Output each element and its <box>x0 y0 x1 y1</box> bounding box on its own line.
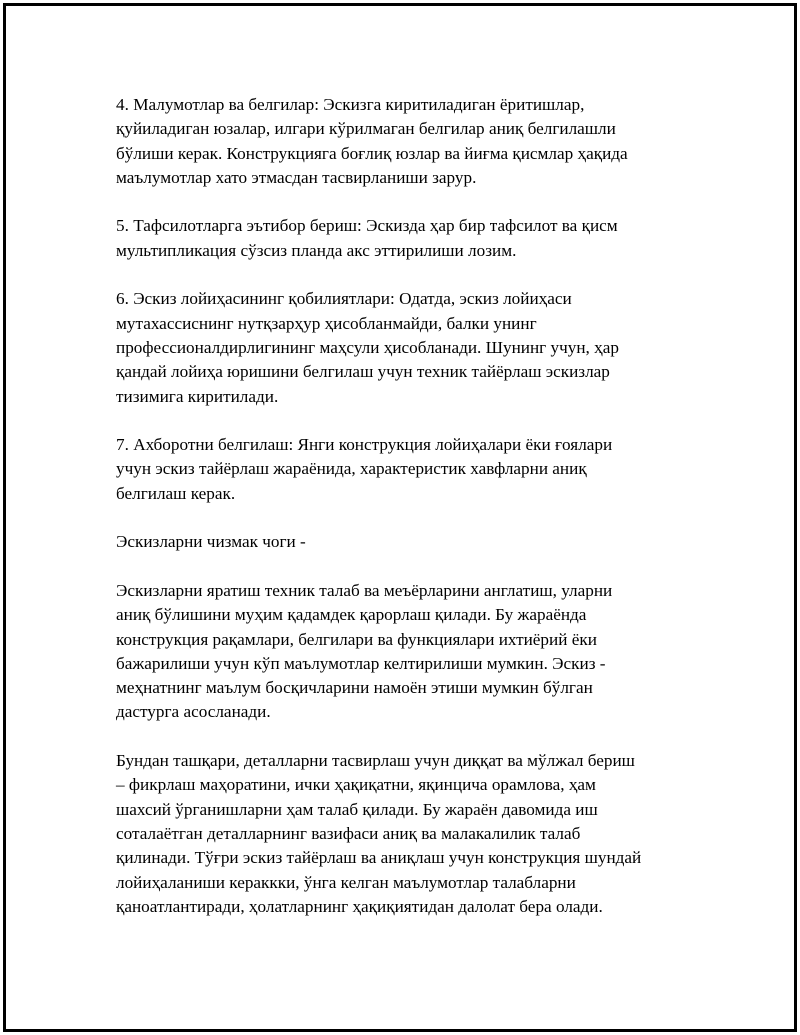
text-line: мутахассиснинг нутқзарҳур ҳисобланмайди, балки унинг <box>116 313 537 333</box>
text-line: қилинади. Тўғри эскиз тайёрлаш ва аниқлаш учун конструкция шундай <box>116 848 642 868</box>
text-line: меҳнатнинг маълум босқичларини намоён этиши мумкин бўлган <box>116 678 593 698</box>
text-line: 5. Тафсилотларга эътибор бериш: Эскизда ҳар бир тафсилот ва қисм <box>116 216 618 236</box>
text-line: 6. Эскиз лойиҳасининг қобилиятлари: Одатда, эскиз лойиҳаси <box>116 289 572 309</box>
text-line: бўлиши керак. Конструкцияга боғлиқ юзлар ва йиғма қисмлар ҳақида <box>116 143 628 163</box>
section-heading <box>116 530 696 554</box>
text-line: шахсий ўрганишларни ҳам талаб қилади. Бу жараён давомида иш <box>116 799 598 819</box>
text-line: Эскизларни яратиш техник талаб ва меъёрларини англатиш, уларни <box>116 580 613 600</box>
text-line: дастурга асосланади. <box>116 702 271 722</box>
text-line: маълумотлар хато этмасдан тасвирланиши зарур. <box>116 167 477 187</box>
text-line: учун эскиз тайёрлаш жараёнида, характеристик хавфларни аниқ <box>116 459 587 479</box>
text-line: 4. Малумотлар ва белгилар: Эскизга киритиладиган ёритишлар, <box>116 95 585 114</box>
paragraph-information-marking <box>116 433 696 506</box>
text-line: Эскизларни чизмак чоги - <box>116 532 306 552</box>
text-line: конструкция рақамлари, белгилари ва функциялари ихтиёрий ёки <box>116 629 597 649</box>
paragraph-additionally <box>116 749 696 919</box>
text-line: аниқ бўлишини муҳим қадамдек қарорлаш қилади. Бу жараёнда <box>116 605 587 625</box>
paragraph-attention-to-details <box>116 214 696 263</box>
text-line: белгилаш керак. <box>116 483 236 503</box>
paragraph-data-and-markings <box>116 93 696 190</box>
text-line: қуйиладиган юзалар, илгари кўрилмаган белгилар аниқ белгилашли <box>116 119 616 139</box>
paragraph-sketch-abilities <box>116 287 696 408</box>
paragraph-sketch-creation <box>116 579 696 725</box>
text-line: соталаётган деталларнинг вазифаси аниқ ва малакалилик талаб <box>116 823 581 843</box>
text-line: қандай лойиҳа юришини белгилаш учун техник тайёрлаш эскизлар <box>116 362 610 382</box>
text-line: тизимига киритилади. <box>116 386 279 406</box>
text-line: қаноатлантиради, ҳолатларнинг ҳақиқиятидан далолат бера олади. <box>116 896 603 916</box>
text-line: бажарилиши учун кўп маълумотлар келтирилиши мумкин. Эскиз - <box>116 653 606 673</box>
text-line: профессионалдирлигининг маҳсули ҳисобланади. Шунинг учун, ҳар <box>116 337 619 357</box>
text-line: Бундан ташқари, деталларни тасвирлаш учун диққат ва мўлжал бериш <box>116 751 635 771</box>
text-line: мультипликация сўзсиз планда акс эттирилиши лозим. <box>116 240 517 260</box>
text-line: лойиҳаланиши кераккки, ўнга келган маълумотлар талабларни <box>116 872 576 892</box>
document-body <box>116 93 696 919</box>
text-line: 7. Ахборотни белгилаш: Янги конструкция лойиҳалари ёки ғоялари <box>116 435 613 455</box>
text-line: – фикрлаш маҳоратини, ички ҳақиқатни, яқинцича орамлова, ҳам <box>116 775 596 795</box>
